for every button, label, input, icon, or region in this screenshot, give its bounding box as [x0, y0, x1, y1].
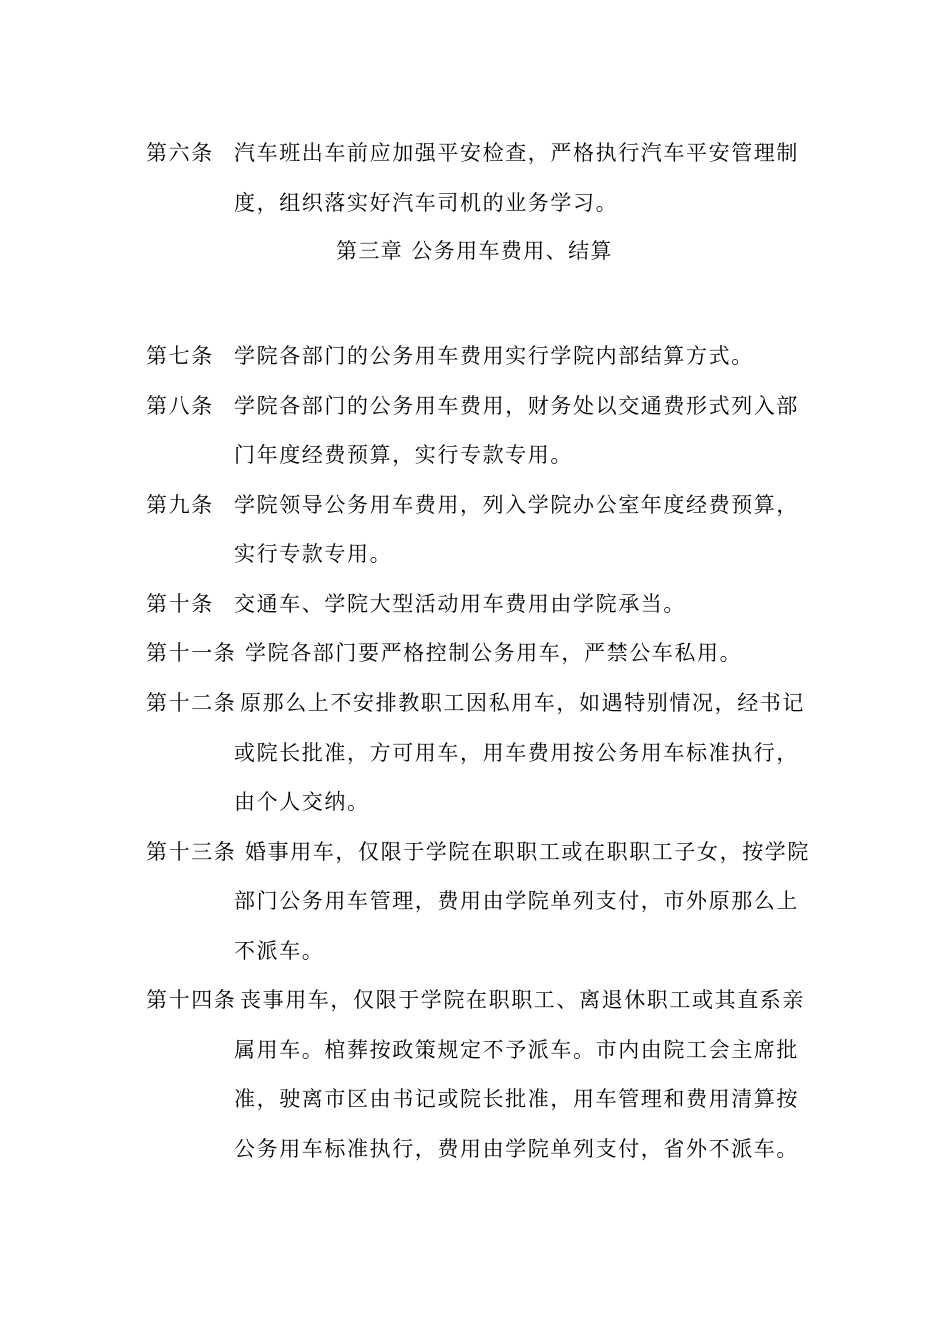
chapter-heading: 第三章 公务用车费用、结算 [336, 239, 613, 263]
article-13-line-3: 不派车。 [234, 939, 325, 963]
article-8-label: 第八条 [146, 394, 214, 418]
article-7-line-1: 学院各部门的公务用车费用实行学院内部结算方式。 [234, 344, 754, 368]
article-14-line-4: 公务用车标准执行，费用由学院单列支付，省外不派车。 [234, 1137, 799, 1161]
article-12-line-1: 原那么上不安排教职工因私用车，如遇特别情况，经书记 [240, 691, 805, 715]
article-14-line-3: 准，驶离市区由书记或院长批准，用车管理和费用清算按 [234, 1087, 799, 1111]
article-11-label: 第十一条 [146, 641, 237, 665]
article-14-line-1: 丧事用车，仅限于学院在职职工、离退休职工或其直系亲 [240, 988, 805, 1012]
article-11-line-1: 学院各部门要严格控制公务用车，严禁公车私用。 [245, 641, 743, 665]
article-8-line-2: 门年度经费预算，实行专款专用。 [234, 443, 573, 467]
article-14-line-2: 属用车。棺葬按政策规定不予派车。市内由院工会主席批 [234, 1038, 799, 1062]
article-6-line-1: 汽车班出车前应加强平安检查，严格执行汽车平安管理制 [234, 141, 799, 165]
article-12-line-2: 或院长批准，方可用车，用车费用按公务用车标准执行， [234, 741, 799, 765]
article-13-line-2: 部门公务用车管理，费用由学院单列支付，市外原那么上 [234, 889, 799, 913]
article-6-line-2: 度，组织落实好汽车司机的业务学习。 [234, 191, 619, 215]
article-6-label: 第六条 [146, 141, 214, 165]
article-8-line-1: 学院各部门的公务用车费用，财务处以交通费形式列入部 [234, 394, 799, 418]
article-13-label: 第十三条 [146, 840, 237, 864]
article-10-line-1: 交通车、学院大型活动用车费用由学院承当。 [234, 592, 686, 616]
article-12-line-3: 由个人交纳。 [234, 790, 370, 814]
article-9-label: 第九条 [146, 493, 214, 517]
article-14-label: 第十四条 [146, 988, 237, 1012]
article-10-label: 第十条 [146, 592, 214, 616]
article-13-line-1: 婚事用车，仅限于学院在职职工或在职职工子女，按学院 [245, 840, 810, 864]
article-12-label: 第十二条 [146, 691, 237, 715]
article-9-line-1: 学院领导公务用车费用，列入学院办公室年度经费预算， [234, 493, 799, 517]
article-7-label: 第七条 [146, 344, 214, 368]
article-9-line-2: 实行专款专用。 [234, 542, 393, 566]
